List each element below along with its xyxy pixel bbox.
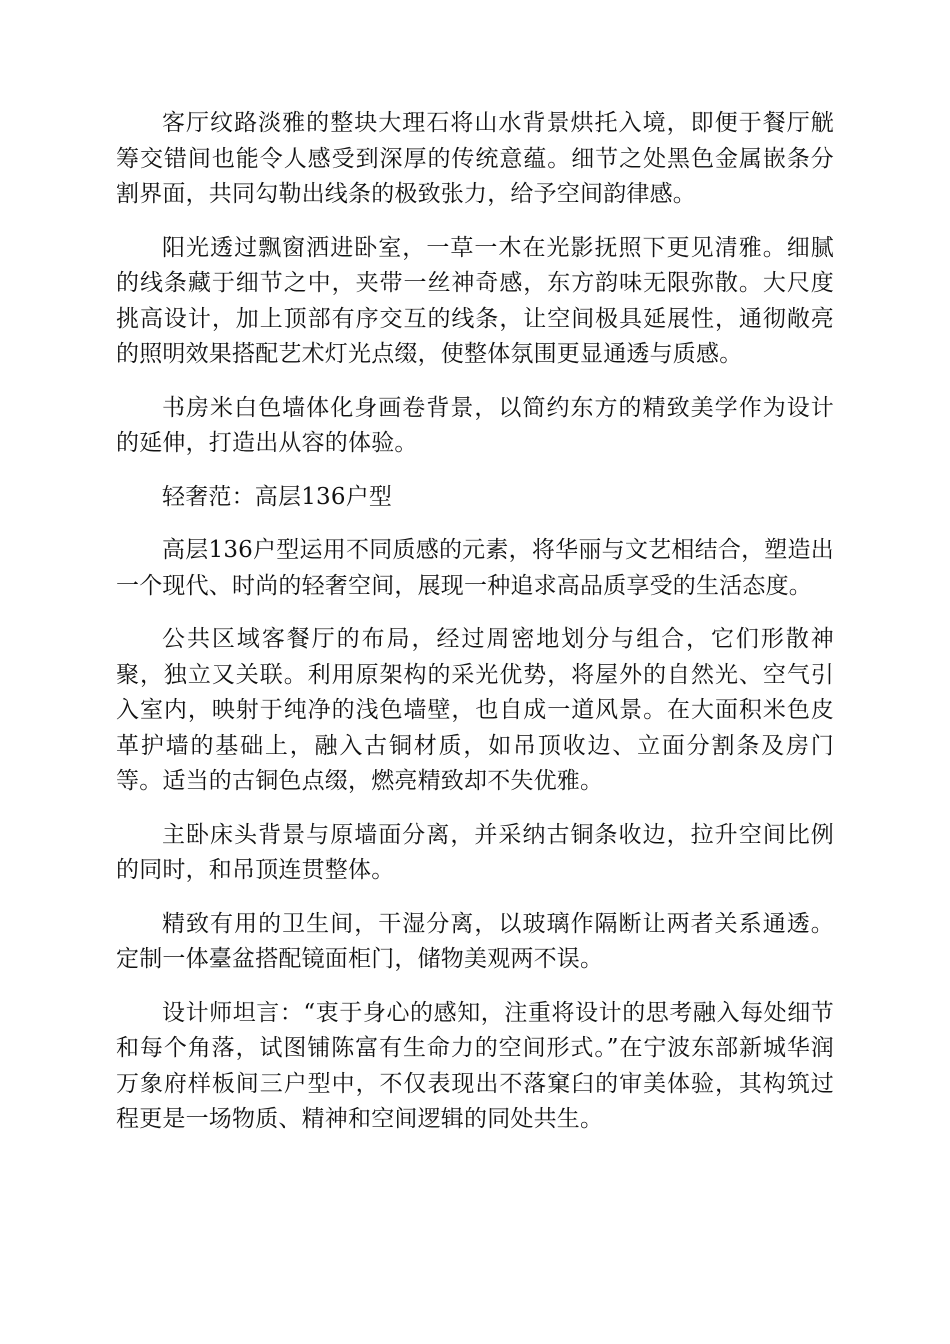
paragraph-designer-quote: 设计师坦言：“衷于身心的感知，注重将设计的思考融入每处细节和每个角落，试图铺陈富有生命力的空间形式。”在宁波东部新城华润万象府样板间三户型中，不仅表现出不落窠臼的审美体验，其构筑过程更是一场物质、精神和空间逻辑的同处共生。 [116,999,834,1132]
paragraph-bathroom: 精致有用的卫生间，干湿分离，以玻璃作隔断让两者关系通透。定制一体臺盆搭配镜面柜门，储物美观两不误。 [116,910,834,972]
paragraph-bedroom: 阳光透过飘窗洒进卧室，一草一木在光影抚照下更见清雅。细腻的线条藏于细节之中，夹带一丝神奇感，东方韵味无限弥散。大尺度挑高设计，加上顶部有序交互的线条，让空间极具延展性，通彻敞亮的照明效果搭配艺术灯光点缀，使整体氛围更显通透与质感。 [116,234,834,367]
paragraph-study: 书房米白色墙体化身画卷背景，以简约东方的精致美学作为设计的延伸，打造出从容的体验。 [116,394,834,456]
paragraph-public-area: 公共区域客餐厅的布局，经过周密地划分与组合，它们形散神聚，独立又关联。利用原架构的采光优势，将屋外的自然光、空气引入室内，映射于纯净的浅色墙壁，也自成一道风景。在大面积米色皮革护墙的基础上，融入古铜材质，如吊顶收边、立面分割条及房门等。适当的古铜色点缀，燃亮精致却不失优雅。 [116,626,834,794]
document-body [116,106,834,1156]
paragraph-136-intro: 高层136户型运用不同质感的元素，将华丽与文艺相结合，塑造出一个现代、时尚的轻奢空间，展现一种追求高品质享受的生活态度。 [116,537,834,599]
paragraph-living-room: 客厅纹路淡雅的整块大理石将山水背景烘托入境，即便于餐厅觥筹交错间也能令人感受到深厚的传统意蕴。细节之处黑色金属嵌条分割界面，共同勾勒出线条的极致张力，给予空间韵律感。 [116,110,834,207]
paragraph-master-bedroom: 主卧床头背景与原墙面分离，并采纳古铜条收边，拉升空间比例的同时，和吊顶连贯整体。 [116,821,834,883]
section-heading-136: 轻奢范：高层136户型 [162,483,393,510]
